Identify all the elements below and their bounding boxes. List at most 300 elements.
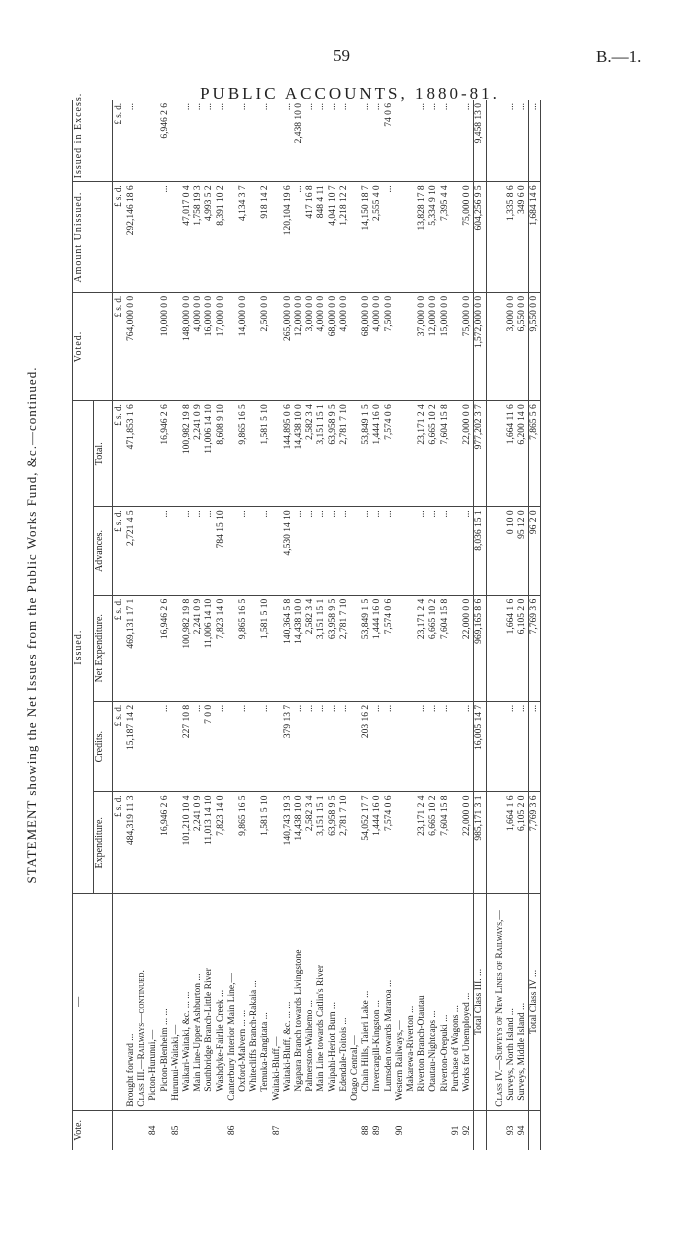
cell-net-expenditure: 14,438 10 0 bbox=[294, 595, 305, 701]
cell-amount-unissued: 5,334 9 10 bbox=[428, 182, 439, 293]
cell-net-expenditure bbox=[171, 595, 182, 701]
cell-total bbox=[171, 401, 182, 507]
unit-symbols: £ s. d. bbox=[113, 182, 127, 293]
cell-advances: ... bbox=[428, 507, 439, 595]
vote-number bbox=[495, 1110, 506, 1150]
vote-number bbox=[204, 1110, 215, 1150]
cell-advances: ... bbox=[361, 507, 372, 595]
table-row bbox=[148, 100, 159, 1150]
cell-issued-in-excess: ... bbox=[440, 100, 451, 182]
vote-number bbox=[305, 1110, 316, 1150]
cell-net-expenditure: 3,151 15 1 bbox=[316, 595, 327, 701]
cell-issued-in-excess: ... bbox=[506, 100, 517, 182]
cell-net-expenditure: 53,849 1 5 bbox=[361, 595, 372, 701]
cell-voted: 6,550 0 0 bbox=[517, 292, 529, 400]
cell-credits: ... bbox=[339, 701, 350, 792]
cell-amount-unissued bbox=[350, 182, 361, 293]
cell-net-expenditure bbox=[451, 595, 462, 701]
row-description: Southbridge Branch-Little River bbox=[204, 894, 215, 1111]
unit-symbols: £ s. d. bbox=[113, 792, 127, 894]
cell-amount-unissued: 7,395 4 4 bbox=[440, 182, 451, 293]
table-row bbox=[294, 100, 305, 1150]
unit-symbols: £ s. d. bbox=[113, 100, 127, 182]
cell-issued-in-excess bbox=[272, 100, 283, 182]
row-description: Invercargill-Kingston ... bbox=[372, 894, 383, 1111]
cell-advances: ... bbox=[305, 507, 316, 595]
spacer-row bbox=[486, 100, 495, 1150]
row-description: Purchase of Wagons ... bbox=[451, 894, 462, 1111]
cell-credits bbox=[227, 701, 238, 792]
row-description: Whitecliffs Branch-Rakaia ... bbox=[249, 894, 260, 1111]
cell-expenditure bbox=[395, 792, 406, 894]
cell-amount-unissued: 47,017 0 4 bbox=[182, 182, 193, 293]
cell-expenditure: 14,438 10 0 bbox=[294, 792, 305, 894]
vote-number bbox=[339, 1110, 350, 1150]
cell-advances bbox=[406, 507, 417, 595]
cell-issued-in-excess: ... bbox=[462, 100, 474, 182]
cell-amount-unissued: 1,335 8 6 bbox=[506, 182, 517, 293]
cell-advances: ... bbox=[440, 507, 451, 595]
cell-voted: 12,000 0 0 bbox=[294, 292, 305, 400]
cell-credits: ... bbox=[384, 701, 395, 792]
vote-number bbox=[406, 1110, 417, 1150]
cell-amount-unissued: 1,758 19 3 bbox=[193, 182, 204, 293]
cell-amount-unissued: 8,391 10 2 bbox=[216, 182, 227, 293]
cell-credits: 15,187 14 2 bbox=[126, 701, 137, 792]
cell-total: 7,574 0 6 bbox=[384, 401, 395, 507]
cell-advances bbox=[171, 507, 182, 595]
vote-number bbox=[126, 1110, 137, 1150]
cell-amount-unissued bbox=[451, 182, 462, 293]
table-row bbox=[372, 100, 383, 1150]
cell-amount-unissued: 120,104 19 6 bbox=[283, 182, 294, 293]
class-iv-heading: Class IV.—Surveys of New Lines of Railways,— bbox=[495, 894, 506, 1111]
class-iv-heading-row bbox=[495, 100, 506, 1150]
cell-issued-in-excess: ... bbox=[428, 100, 439, 182]
cell-advances: 96 2 0 bbox=[529, 507, 541, 595]
cell-issued-in-excess bbox=[171, 100, 182, 182]
vote-number bbox=[238, 1110, 249, 1150]
table-row bbox=[238, 100, 249, 1150]
cell-amount-unissued: 292,146 18 6 bbox=[126, 182, 137, 293]
vote-number: 85 bbox=[170, 1125, 181, 1136]
cell-amount-unissued bbox=[137, 182, 148, 293]
cell-net-expenditure: 140,364 5 8 bbox=[283, 595, 294, 701]
cell-net-expenditure bbox=[395, 595, 406, 701]
cell-issued-in-excess: ... bbox=[361, 100, 372, 182]
cell-total: 471,853 1 6 bbox=[126, 401, 137, 507]
cell-voted: 37,000 0 0 bbox=[417, 292, 428, 400]
cell-expenditure: 3,151 15 1 bbox=[316, 792, 327, 894]
cell-advances: ... bbox=[193, 507, 204, 595]
cell-advances: ... bbox=[339, 507, 350, 595]
cell-expenditure: 6,665 10 2 bbox=[428, 792, 439, 894]
cell-net-expenditure: 11,006 14 10 bbox=[204, 595, 215, 701]
cell-voted: 4,000 0 0 bbox=[193, 292, 204, 400]
cell-amount-unissued: 604,256 9 5 bbox=[474, 182, 486, 293]
cell-voted: 7,500 0 0 bbox=[384, 292, 395, 400]
cell-amount-unissued: ... bbox=[160, 182, 171, 293]
table-row bbox=[260, 100, 271, 1150]
cell-total bbox=[350, 401, 361, 507]
cell-total bbox=[148, 401, 159, 507]
row-description: Western Railways,— bbox=[395, 894, 406, 1111]
cell-total: 3,151 15 1 bbox=[316, 401, 327, 507]
cell-amount-unissued bbox=[171, 182, 182, 293]
vote-number bbox=[440, 1110, 451, 1150]
vote-number bbox=[216, 1110, 227, 1150]
row-description: Oxford-Malvern ... ... bbox=[238, 894, 249, 1111]
cell-credits bbox=[171, 701, 182, 792]
cell-amount-unissued: 417 16 8 bbox=[305, 182, 316, 293]
column-header-expenditure: Expenditure. bbox=[94, 792, 113, 894]
row-description: Waitaki-Bluff, &c. ... ... bbox=[283, 894, 294, 1111]
cell-advances bbox=[148, 507, 159, 595]
cell-expenditure bbox=[249, 792, 260, 894]
cell-expenditure: 7,574 0 6 bbox=[384, 792, 395, 894]
cell-voted bbox=[395, 292, 406, 400]
table-row bbox=[395, 100, 406, 1150]
table-row bbox=[517, 100, 529, 1150]
table-row bbox=[305, 100, 316, 1150]
cell-net-expenditure bbox=[249, 595, 260, 701]
page-number: 59 bbox=[333, 46, 350, 65]
cell-expenditure: 2,582 3 4 bbox=[305, 792, 316, 894]
row-description: Otautau-Nightcaps ... bbox=[428, 894, 439, 1111]
cell-voted bbox=[171, 292, 182, 400]
empty-cell bbox=[495, 595, 506, 701]
cell-voted: 4,000 0 0 bbox=[316, 292, 327, 400]
cell-voted: 148,000 0 0 bbox=[182, 292, 193, 400]
cell-amount-unissued bbox=[395, 182, 406, 293]
cell-issued-in-excess bbox=[395, 100, 406, 182]
cell-expenditure: 1,664 1 6 bbox=[506, 792, 517, 894]
cell-credits bbox=[451, 701, 462, 792]
cell-total: 63,958 9 5 bbox=[328, 401, 339, 507]
cell-credits: ... bbox=[506, 701, 517, 792]
cell-issued-in-excess: ... bbox=[216, 100, 227, 182]
cell-total: 144,895 0 6 bbox=[283, 401, 294, 507]
table-row bbox=[428, 100, 439, 1150]
cell-issued-in-excess: ... bbox=[193, 100, 204, 182]
row-description: Picton-Blenheim ... ... bbox=[160, 894, 171, 1111]
cell-amount-unissued: 14,150 18 7 bbox=[361, 182, 372, 293]
row-description: Total Class III. ... bbox=[474, 894, 486, 1111]
cell-total: 2,582 3 4 bbox=[305, 401, 316, 507]
row-description: Temuka-Rangitata ... bbox=[260, 894, 271, 1111]
cell-expenditure: 985,171 3 1 bbox=[474, 792, 486, 894]
vote-number: 88 bbox=[361, 1125, 372, 1136]
cell-net-expenditure: 23,171 2 4 bbox=[417, 595, 428, 701]
table-row bbox=[160, 100, 171, 1150]
cell-voted: 16,000 0 0 bbox=[204, 292, 215, 400]
cell-issued-in-excess: ... bbox=[238, 100, 249, 182]
cell-net-expenditure: 2,781 7 10 bbox=[339, 595, 350, 701]
cell-issued-in-excess: 6,946 2 6 bbox=[160, 100, 171, 182]
cell-amount-unissued: 4,993 5 2 bbox=[204, 182, 215, 293]
vote-number bbox=[137, 1110, 148, 1150]
cell-voted bbox=[406, 292, 417, 400]
vote-number: 93 bbox=[505, 1125, 516, 1136]
cell-credits: 227 10 8 bbox=[182, 701, 193, 792]
cell-credits: 379 13 7 bbox=[283, 701, 294, 792]
vote-number bbox=[428, 1110, 439, 1150]
cell-net-expenditure: 100,982 19 8 bbox=[182, 595, 193, 701]
table-row bbox=[339, 100, 350, 1150]
empty-cell bbox=[495, 292, 506, 400]
cell-amount-unissued: 4,134 3 7 bbox=[238, 182, 249, 293]
cell-total: 2,241 0 9 bbox=[193, 401, 204, 507]
cell-advances bbox=[451, 507, 462, 595]
cell-advances bbox=[272, 507, 283, 595]
cell-advances: 2,721 4 5 bbox=[126, 507, 137, 595]
cell-total bbox=[395, 401, 406, 507]
cell-issued-in-excess: 2,438 10 0 bbox=[294, 100, 305, 182]
cell-credits bbox=[137, 701, 148, 792]
cell-voted: 9,550 0 0 bbox=[529, 292, 541, 400]
cell-advances: 4,530 14 10 bbox=[283, 507, 294, 595]
row-description: Palmerston-Waihemo ... bbox=[305, 894, 316, 1111]
row-description: Class III.—Railways—continued. bbox=[137, 894, 148, 1111]
cell-issued-in-excess bbox=[227, 100, 238, 182]
table-row bbox=[272, 100, 283, 1150]
cell-advances: ... bbox=[260, 507, 271, 595]
cell-voted: 68,000 0 0 bbox=[361, 292, 372, 400]
table-row bbox=[227, 100, 238, 1150]
cell-credits: ... bbox=[372, 701, 383, 792]
cell-total: 14,438 10 0 bbox=[294, 401, 305, 507]
row-description: Surveys, North Island ... bbox=[506, 894, 517, 1111]
cell-amount-unissued: 13,828 17 8 bbox=[417, 182, 428, 293]
column-header-voted: Voted. bbox=[73, 292, 113, 400]
row-description: Brought forward ... bbox=[126, 894, 137, 1111]
cell-voted bbox=[451, 292, 462, 400]
cell-amount-unissued bbox=[272, 182, 283, 293]
table-row bbox=[384, 100, 395, 1150]
table-row bbox=[462, 100, 474, 1150]
cell-advances: ... bbox=[372, 507, 383, 595]
cell-net-expenditure: 469,131 17 1 bbox=[126, 595, 137, 701]
cell-issued-in-excess: ... bbox=[328, 100, 339, 182]
cell-credits: ... bbox=[316, 701, 327, 792]
cell-advances bbox=[350, 507, 361, 595]
cell-voted: 265,000 0 0 bbox=[283, 292, 294, 400]
cell-expenditure: 6,105 2 0 bbox=[517, 792, 529, 894]
cell-credits bbox=[406, 701, 417, 792]
row-description: Makarewa-Riverton ... bbox=[406, 894, 417, 1111]
cell-voted: 14,000 0 0 bbox=[238, 292, 249, 400]
cell-issued-in-excess: 9,458 13 0 bbox=[474, 100, 486, 182]
cell-credits: ... bbox=[305, 701, 316, 792]
cell-amount-unissued: 349 6 0 bbox=[517, 182, 529, 293]
table-row bbox=[193, 100, 204, 1150]
cell-total: 53,849 1 5 bbox=[361, 401, 372, 507]
cell-credits: ... bbox=[193, 701, 204, 792]
table-row bbox=[182, 100, 193, 1150]
row-description: Picton-Hurunui,— bbox=[148, 894, 159, 1111]
cell-voted bbox=[227, 292, 238, 400]
empty-cell bbox=[495, 182, 506, 293]
row-description: Edendale-Toitois ... bbox=[339, 894, 350, 1111]
cell-expenditure bbox=[451, 792, 462, 894]
cell-expenditure bbox=[272, 792, 283, 894]
cell-credits: ... bbox=[294, 701, 305, 792]
cell-amount-unissued: ... bbox=[294, 182, 305, 293]
cell-issued-in-excess: ... bbox=[372, 100, 383, 182]
cell-amount-unissued bbox=[227, 182, 238, 293]
cell-advances: ... bbox=[238, 507, 249, 595]
cell-amount-unissued bbox=[406, 182, 417, 293]
cell-credits: ... bbox=[216, 701, 227, 792]
cell-expenditure: 16,946 2 6 bbox=[160, 792, 171, 894]
cell-voted: 3,000 0 0 bbox=[305, 292, 316, 400]
cell-net-expenditure bbox=[227, 595, 238, 701]
cell-voted: 764,000 0 0 bbox=[126, 292, 137, 400]
cell-advances: ... bbox=[204, 507, 215, 595]
vote-number bbox=[260, 1110, 271, 1150]
row-description: Ngapara Branch towards Livingstone bbox=[294, 894, 305, 1111]
cell-voted: 2,500 0 0 bbox=[260, 292, 271, 400]
row-description: Waipahi-Heriot Burn ... bbox=[328, 894, 339, 1111]
cell-net-expenditure: 2,582 3 4 bbox=[305, 595, 316, 701]
cell-voted bbox=[350, 292, 361, 400]
cell-credits: ... bbox=[440, 701, 451, 792]
row-description: Works for Unemployed ... bbox=[462, 894, 474, 1111]
row-description: Riverton Branch-Otautau bbox=[417, 894, 428, 1111]
vote-number bbox=[474, 1110, 486, 1150]
cell-expenditure: 11,013 14 10 bbox=[204, 792, 215, 894]
cell-expenditure: 1,444 16 0 bbox=[372, 792, 383, 894]
table-row bbox=[440, 100, 451, 1150]
cell-issued-in-excess: ... bbox=[339, 100, 350, 182]
cell-voted bbox=[148, 292, 159, 400]
vote-number bbox=[316, 1110, 327, 1150]
document-reference: B.—1. bbox=[596, 47, 642, 66]
cell-credits: 16,005 14 7 bbox=[474, 701, 486, 792]
vote-number bbox=[384, 1110, 395, 1150]
cell-expenditure: 63,958 9 5 bbox=[328, 792, 339, 894]
cell-expenditure: 2,781 7 10 bbox=[339, 792, 350, 894]
cell-credits: ... bbox=[160, 701, 171, 792]
cell-expenditure: 484,319 11 3 bbox=[126, 792, 137, 894]
cell-total bbox=[137, 401, 148, 507]
table-row bbox=[283, 100, 294, 1150]
cell-net-expenditure: 1,581 5 10 bbox=[260, 595, 271, 701]
cell-net-expenditure: 6,105 2 0 bbox=[517, 595, 529, 701]
vote-number bbox=[249, 1110, 260, 1150]
cell-net-expenditure: 7,769 3 6 bbox=[529, 595, 541, 701]
cell-advances: ... bbox=[384, 507, 395, 595]
vote-number bbox=[294, 1110, 305, 1150]
cell-net-expenditure: 22,000 0 0 bbox=[462, 595, 474, 701]
cell-credits: ... bbox=[328, 701, 339, 792]
cell-voted: 12,000 0 0 bbox=[428, 292, 439, 400]
cell-expenditure: 2,241 0 9 bbox=[193, 792, 204, 894]
cell-net-expenditure: 63,958 9 5 bbox=[328, 595, 339, 701]
cell-expenditure bbox=[406, 792, 417, 894]
cell-credits bbox=[350, 701, 361, 792]
cell-advances bbox=[137, 507, 148, 595]
vote-number bbox=[160, 1110, 171, 1150]
cell-expenditure: 54,052 17 7 bbox=[361, 792, 372, 894]
cell-total bbox=[249, 401, 260, 507]
cell-voted: 17,000 0 0 bbox=[216, 292, 227, 400]
vote-number bbox=[350, 1110, 361, 1150]
cell-advances: ... bbox=[294, 507, 305, 595]
cell-advances: 95 12 0 bbox=[517, 507, 529, 595]
cell-voted: 3,000 0 0 bbox=[506, 292, 517, 400]
cell-advances bbox=[249, 507, 260, 595]
cell-credits bbox=[395, 701, 406, 792]
table-row bbox=[137, 100, 148, 1150]
cell-advances: ... bbox=[462, 507, 474, 595]
vote-number bbox=[529, 1110, 541, 1150]
cell-voted: 4,000 0 0 bbox=[339, 292, 350, 400]
table-row bbox=[126, 100, 137, 1150]
table-row bbox=[249, 100, 260, 1150]
statement-title: STATEMENT showing the Net Issues from the Public Works Fund, &c.—continued. bbox=[24, 366, 39, 884]
cell-amount-unissued bbox=[249, 182, 260, 293]
cell-expenditure: 23,171 2 4 bbox=[417, 792, 428, 894]
cell-issued-in-excess: ... bbox=[417, 100, 428, 182]
cell-advances bbox=[227, 507, 238, 595]
table-row bbox=[350, 100, 361, 1150]
vote-number bbox=[328, 1110, 339, 1150]
cell-total: 7,865 5 6 bbox=[529, 401, 541, 507]
column-header-issued-in-excess: Issued in Excess. bbox=[73, 100, 113, 182]
cell-expenditure bbox=[227, 792, 238, 894]
cell-voted: 15,000 0 0 bbox=[440, 292, 451, 400]
empty-cell bbox=[495, 100, 506, 182]
row-description: Riverton-Orepuki ... bbox=[440, 894, 451, 1111]
column-header-advances: Advances. bbox=[94, 507, 113, 595]
cell-total: 8,608 9 10 bbox=[216, 401, 227, 507]
cell-advances: ... bbox=[160, 507, 171, 595]
cell-net-expenditure: 7,604 15 8 bbox=[440, 595, 451, 701]
cell-amount-unissued: 848 4 11 bbox=[316, 182, 327, 293]
cell-total bbox=[227, 401, 238, 507]
cell-expenditure: 7,604 15 8 bbox=[440, 792, 451, 894]
unit-symbols: £ s. d. bbox=[113, 595, 127, 701]
row-description: Canterbury Interior Main Line,— bbox=[227, 894, 238, 1111]
table-row bbox=[417, 100, 428, 1150]
cell-issued-in-excess bbox=[137, 100, 148, 182]
cell-amount-unissued: 1,218 12 2 bbox=[339, 182, 350, 293]
row-description: Washdyke-Fairlie Creek ... bbox=[216, 894, 227, 1111]
cell-net-expenditure bbox=[406, 595, 417, 701]
page-title: PUBLIC ACCOUNTS, 1880-81. bbox=[200, 84, 500, 103]
table-row bbox=[204, 100, 215, 1150]
unit-symbols: £ s. d. bbox=[113, 401, 127, 507]
table-row bbox=[506, 100, 517, 1150]
cell-issued-in-excess: ... bbox=[517, 100, 529, 182]
total-row-class-iv bbox=[529, 100, 541, 1150]
vote-number: 84 bbox=[148, 1125, 159, 1136]
cell-total: 977,202 3 7 bbox=[474, 401, 486, 507]
cell-voted: 75,000 0 0 bbox=[462, 292, 474, 400]
column-header-vote: Vote. bbox=[73, 1110, 113, 1150]
cell-net-expenditure: 6,665 10 2 bbox=[428, 595, 439, 701]
vote-number bbox=[417, 1110, 428, 1150]
cell-total: 6,200 14 0 bbox=[517, 401, 529, 507]
cell-voted: 68,000 0 0 bbox=[328, 292, 339, 400]
row-description: Total Class IV ... bbox=[529, 894, 541, 1111]
cell-advances: ... bbox=[316, 507, 327, 595]
cell-total: 16,946 2 6 bbox=[160, 401, 171, 507]
total-row-class-iii bbox=[474, 100, 486, 1150]
cell-total: 23,171 2 4 bbox=[417, 401, 428, 507]
cell-expenditure: 22,000 0 0 bbox=[462, 792, 474, 894]
